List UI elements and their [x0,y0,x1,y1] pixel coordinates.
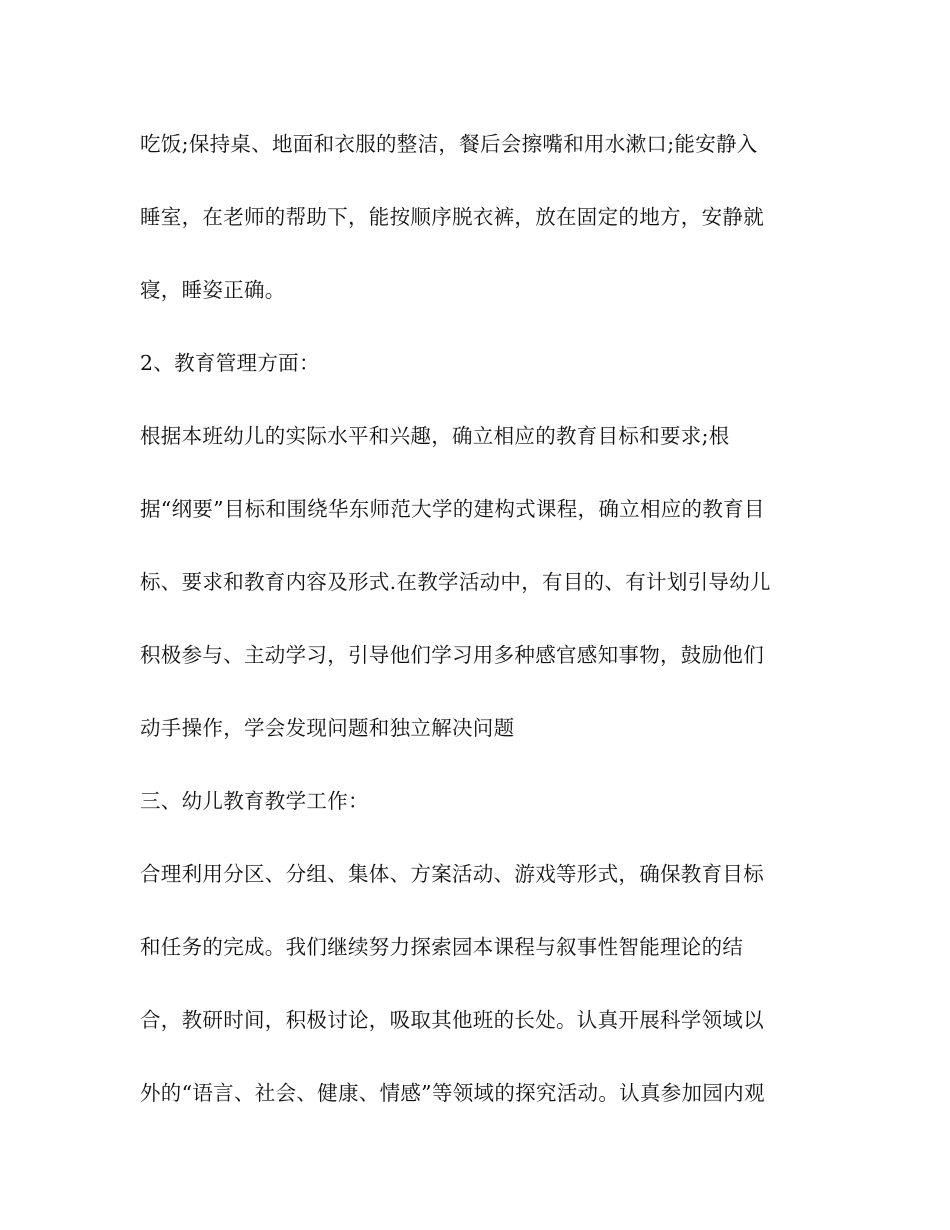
paragraph-line: 吃饭;保持桌、地面和衣服的整洁，餐后会擦嘴和用水漱口;能安静入 [140,132,758,156]
section-heading: 三、幼儿教育教学工作： [140,789,369,813]
paragraph-line: 和任务的完成。我们继续努力探索园本课程与叙事性智能理论的结 [140,935,744,959]
paragraph-line: 积极参与、主动学习，引导他们学习用多种感官感知事物，鼓励他们 [140,643,764,667]
paragraph-line: 外的“语言、社会、健康、情感”等领域的探究活动。认真参加园内观 [140,1081,765,1105]
paragraph-line: 标、要求和教育内容及形式.在教学活动中，有目的、有计划引导幼儿 [140,570,771,594]
paragraph-line: 寝，睡姿正确。 [140,278,286,302]
section-heading: 2、教育管理方面： [140,351,320,375]
paragraph-line: 合理利用分区、分组、集体、方案活动、游戏等形式，确保教育目标 [140,862,764,886]
paragraph-line: 根据本班幼儿的实际水平和兴趣，确立相应的教育目标和要求;根 [140,424,730,448]
paragraph-line: 合，教研时间，积极讨论，吸取其他班的长处。认真开展科学领域以 [140,1008,764,1032]
paragraph-line: 动手操作，学会发现问题和独立解决问题 [140,716,515,740]
paragraph-line: 据“纲要”目标和围绕华东师范大学的建构式课程，确立相应的教育目 [140,497,765,521]
paragraph-line: 睡室，在老师的帮助下，能按顺序脱衣裤，放在固定的地方，安静就 [140,205,764,229]
